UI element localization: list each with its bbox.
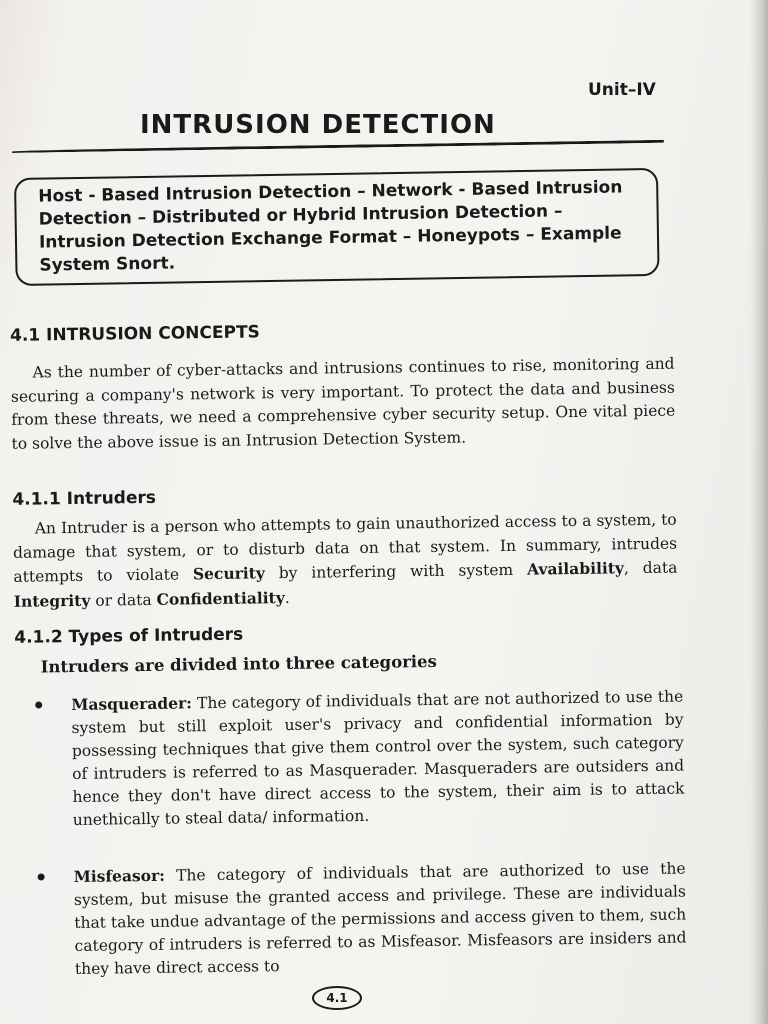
term-confidentiality: Confidentiality [156, 587, 285, 609]
term-masquerader: Masquerader: [71, 693, 193, 715]
types-intro: Intruders are divided into three categories [40, 651, 438, 677]
term-availability: Availability [526, 558, 625, 579]
chapter-title: INTRUSION DETECTION [140, 110, 496, 140]
bullet-misfeasor [37, 856, 687, 979]
bullet-dot [35, 701, 42, 708]
page-number: 4.1 [312, 986, 362, 1010]
unit-label: Unit–IV [588, 80, 656, 100]
paragraph-intrusion-concepts [10, 353, 675, 456]
misfeasor-text: The category of individuals that are authorized to use the system, but misuse the granted access and privilege. These are individuals that take undue advantage of the permissions and access given to them, such category of intruders is referred to as Misfeasor. Misfeasors are insiders and they have direct access to [73, 859, 687, 979]
section-heading-4-1: 4.1 INTRUSION CONCEPTS [9, 322, 260, 346]
term-security: Security [192, 563, 266, 584]
paragraph-intruders [13, 509, 678, 614]
bullet-masquerader [35, 684, 685, 830]
paragraph-intrusion-concepts-text: As the number of cyber-attacks and intrusions continues to rise, monitoring and securing a company's network is very important. To protect the data and business from these threats, we need a comprehensive cyber security setup. One vital piece to solve the above issue is an Intrusion Detection System. [10, 354, 676, 453]
topics-text: Host - Based Intrusion Detection – Network - Based Intrusion Detection – Distributed or Hybrid Intrusion Detection – Intrusion Detection Exchange Format – Honeypots – Example System Snort. [38, 177, 623, 276]
intruders-text-2: by interfering with system [264, 560, 528, 583]
intruders-text-5: . [284, 588, 290, 607]
masquerader-text: The category of individuals that are not authorized to use the system but still exploit user's privacy and confidential information by possessing techniques that give them control over the system, such category of intruders is referred to as Masquerader. Masqueraders are outsiders and hence they don't have direct access to the system, their aim is to attack unethically to steal data/ information. [71, 687, 685, 830]
section-heading-4-1-1: 4.1.1 Intruders [12, 487, 157, 510]
term-misfeasor: Misfeasor: [73, 865, 166, 887]
intruders-text-1: An Intruder is a person who attempts to gain unauthorized access to a system, to damage that system, or to disturb data on that system. In summary, intrudes attempts to violate [12, 510, 678, 586]
bullet-misfeasor-body [73, 856, 687, 981]
intruders-text-4: or data [90, 590, 157, 610]
bullet-dot [38, 873, 45, 880]
section-heading-4-1-2: 4.1.2 Types of Intruders [14, 624, 244, 648]
intruders-text-3: , data [623, 558, 678, 578]
term-integrity: Integrity [13, 590, 91, 611]
bullet-masquerader-body [71, 684, 685, 832]
page-edge-shadow [750, 0, 768, 1024]
